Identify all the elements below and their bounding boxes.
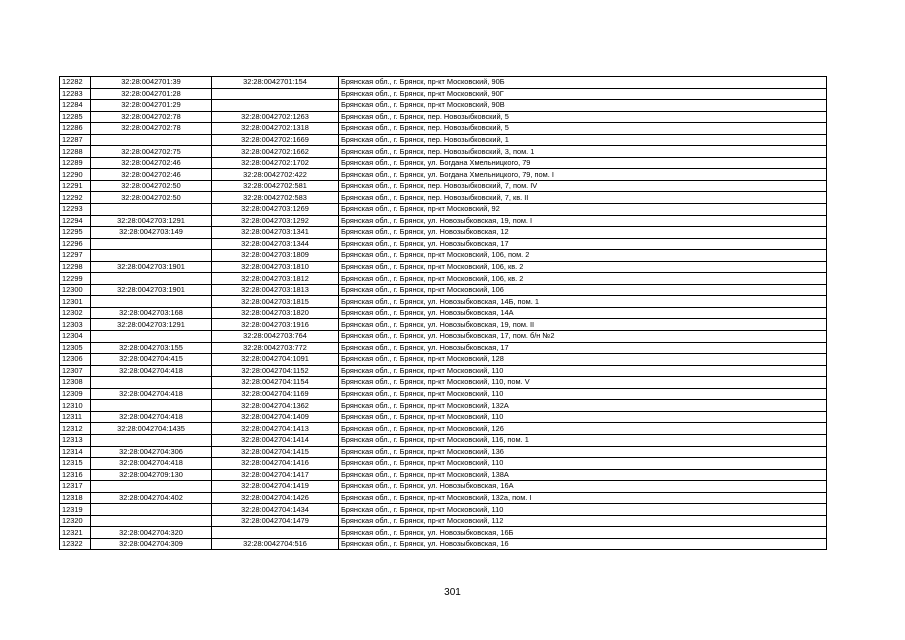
address-cell: Брянская обл., г. Брянск, пр-кт Московский, 92: [339, 204, 827, 216]
land-plot-number-cell: 32:28:0042702:50: [91, 180, 212, 192]
table-row: [60, 261, 827, 273]
land-plot-number-cell: 32:28:0042704:320: [91, 527, 212, 539]
address-cell: Брянская обл., г. Брянск, пр-кт Московский, 90В: [339, 100, 827, 112]
row-number-cell: 12299: [60, 273, 91, 285]
row-number-cell: 12298: [60, 261, 91, 273]
land-plot-number-cell: 32:28:0042704:418: [91, 388, 212, 400]
row-number-cell: 12286: [60, 123, 91, 135]
building-number-cell: 32:28:0042701:154: [212, 77, 339, 89]
table-row: [60, 423, 827, 435]
row-number-cell: 12311: [60, 411, 91, 423]
table-row: [60, 538, 827, 550]
building-number-cell: 32:28:0042704:1362: [212, 400, 339, 412]
building-number-cell: 32:28:0042704:1419: [212, 481, 339, 493]
building-number-cell: 32:28:0042702:1662: [212, 146, 339, 158]
table-row: [60, 157, 827, 169]
table-row: [60, 284, 827, 296]
row-number-cell: 12318: [60, 492, 91, 504]
row-number-cell: 12320: [60, 515, 91, 527]
row-number-cell: 12284: [60, 100, 91, 112]
table-row: [60, 273, 827, 285]
address-cell: Брянская обл., г. Брянск, пер. Новозыбковский, 5: [339, 123, 827, 135]
building-number-cell: 32:28:0042704:1169: [212, 388, 339, 400]
row-number-cell: 12285: [60, 111, 91, 123]
building-number-cell: 32:28:0042703:1813: [212, 284, 339, 296]
table-row: [60, 296, 827, 308]
land-plot-number-cell: 32:28:0042702:50: [91, 192, 212, 204]
table-row: [60, 100, 827, 112]
address-cell: Брянская обл., г. Брянск, пр-кт Московский, 106, кв. 2: [339, 261, 827, 273]
address-cell: Брянская обл., г. Брянск, пр-кт Московский, 112: [339, 515, 827, 527]
land-plot-number-cell: 32:28:0042703:149: [91, 227, 212, 239]
row-number-cell: 12322: [60, 538, 91, 550]
row-number-cell: 12319: [60, 504, 91, 516]
table-row: [60, 354, 827, 366]
building-number-cell: 32:28:0042704:1434: [212, 504, 339, 516]
land-plot-number-cell: 32:28:0042704:402: [91, 492, 212, 504]
address-cell: Брянская обл., г. Брянск, ул. Новозыбковская, 17: [339, 342, 827, 354]
land-plot-number-cell: [91, 331, 212, 343]
row-number-cell: 12290: [60, 169, 91, 181]
land-plot-number-cell: [91, 238, 212, 250]
building-number-cell: 32:28:0042702:583: [212, 192, 339, 204]
table-row: [60, 227, 827, 239]
row-number-cell: 12303: [60, 319, 91, 331]
address-cell: Брянская обл., г. Брянск, пр-кт Московский, 106, кв. 2: [339, 273, 827, 285]
building-number-cell: 32:28:0042703:772: [212, 342, 339, 354]
land-plot-number-cell: 32:28:0042703:1291: [91, 215, 212, 227]
address-cell: Брянская обл., г. Брянск, пр-кт Московский, 110: [339, 504, 827, 516]
building-number-cell: 32:28:0042704:1091: [212, 354, 339, 366]
table-row: [60, 123, 827, 135]
address-cell: Брянская обл., г. Брянск, ул. Новозыбковская, 19, пом. II: [339, 319, 827, 331]
table-row: [60, 215, 827, 227]
table-row: [60, 134, 827, 146]
building-number-cell: 32:28:0042703:1344: [212, 238, 339, 250]
table-row: [60, 492, 827, 504]
row-number-cell: 12306: [60, 354, 91, 366]
table-row: [60, 238, 827, 250]
table-row: [60, 307, 827, 319]
row-number-cell: 12307: [60, 365, 91, 377]
building-number-cell: 32:28:0042704:1479: [212, 515, 339, 527]
address-cell: Брянская обл., г. Брянск, ул. Новозыбковская, 16А: [339, 481, 827, 493]
address-cell: Брянская обл., г. Брянск, пер. Новозыбковский, 7, кв. II: [339, 192, 827, 204]
land-plot-number-cell: 32:28:0042704:418: [91, 411, 212, 423]
building-number-cell: 32:28:0042703:1341: [212, 227, 339, 239]
table-row: [60, 388, 827, 400]
land-plot-number-cell: 32:28:0042701:28: [91, 88, 212, 100]
land-plot-number-cell: [91, 273, 212, 285]
land-plot-number-cell: 32:28:0042703:1901: [91, 261, 212, 273]
building-number-cell: 32:28:0042703:1812: [212, 273, 339, 285]
land-plot-number-cell: [91, 377, 212, 389]
row-number-cell: 12294: [60, 215, 91, 227]
row-number-cell: 12293: [60, 204, 91, 216]
address-cell: Брянская обл., г. Брянск, ул. Богдана Хмельницкого, 79: [339, 157, 827, 169]
address-cell: Брянская обл., г. Брянск, ул. Новозыбковская, 12: [339, 227, 827, 239]
address-cell: Брянская обл., г. Брянск, пр-кт Московский, 138А: [339, 469, 827, 481]
address-cell: Брянская обл., г. Брянск, ул. Новозыбковская, 17: [339, 238, 827, 250]
address-cell: Брянская обл., г. Брянск, пер. Новозыбковский, 1: [339, 134, 827, 146]
building-number-cell: 32:28:0042703:764: [212, 331, 339, 343]
land-plot-number-cell: 32:28:0042703:1901: [91, 284, 212, 296]
building-number-cell: 32:28:0042702:581: [212, 180, 339, 192]
row-number-cell: 12297: [60, 250, 91, 262]
address-cell: Брянская обл., г. Брянск, пр-кт Московский, 110: [339, 388, 827, 400]
address-cell: Брянская обл., г. Брянск, пр-кт Московский, 132а, пом. I: [339, 492, 827, 504]
table-row: [60, 331, 827, 343]
table-row: [60, 446, 827, 458]
building-number-cell: 32:28:0042704:516: [212, 538, 339, 550]
row-number-cell: 12295: [60, 227, 91, 239]
land-plot-number-cell: [91, 250, 212, 262]
row-number-cell: 12308: [60, 377, 91, 389]
land-plot-number-cell: 32:28:0042702:46: [91, 157, 212, 169]
row-number-cell: 12283: [60, 88, 91, 100]
table-row: [60, 180, 827, 192]
building-number-cell: 32:28:0042704:1417: [212, 469, 339, 481]
building-number-cell: 32:28:0042704:1415: [212, 446, 339, 458]
row-number-cell: 12302: [60, 307, 91, 319]
table-row: [60, 515, 827, 527]
row-number-cell: 12314: [60, 446, 91, 458]
building-number-cell: 32:28:0042703:1810: [212, 261, 339, 273]
table-row: [60, 250, 827, 262]
row-number-cell: 12317: [60, 481, 91, 493]
cadastral-table: [59, 76, 827, 550]
row-number-cell: 12296: [60, 238, 91, 250]
row-number-cell: 12304: [60, 331, 91, 343]
address-cell: Брянская обл., г. Брянск, ул. Новозыбковская, 17, пом. б/н №2: [339, 331, 827, 343]
address-cell: Брянская обл., г. Брянск, ул. Новозыбковская, 14Б, пом. 1: [339, 296, 827, 308]
building-number-cell: 32:28:0042703:1269: [212, 204, 339, 216]
table-row: [60, 527, 827, 539]
row-number-cell: 12321: [60, 527, 91, 539]
building-number-cell: 32:28:0042704:1409: [212, 411, 339, 423]
row-number-cell: 12315: [60, 458, 91, 470]
table-row: [60, 88, 827, 100]
row-number-cell: 12300: [60, 284, 91, 296]
address-cell: Брянская обл., г. Брянск, пер. Новозыбковский, 5: [339, 111, 827, 123]
table-row: [60, 111, 827, 123]
row-number-cell: 12312: [60, 423, 91, 435]
building-number-cell: 32:28:0042704:1416: [212, 458, 339, 470]
address-cell: Брянская обл., г. Брянск, пр-кт Московский, 136: [339, 446, 827, 458]
building-number-cell: 32:28:0042703:1809: [212, 250, 339, 262]
address-cell: Брянская обл., г. Брянск, пр-кт Московский, 116, пом. 1: [339, 434, 827, 446]
address-cell: Брянская обл., г. Брянск, ул. Новозыбковская, 16: [339, 538, 827, 550]
table-row: [60, 192, 827, 204]
building-number-cell: 32:28:0042702:1263: [212, 111, 339, 123]
land-plot-number-cell: 32:28:0042702:78: [91, 111, 212, 123]
table-row: [60, 77, 827, 89]
table-row: [60, 434, 827, 446]
address-cell: Брянская обл., г. Брянск, пр-кт Московский, 128: [339, 354, 827, 366]
address-cell: Брянская обл., г. Брянск, пр-кт Московский, 90Г: [339, 88, 827, 100]
row-number-cell: 12292: [60, 192, 91, 204]
address-cell: Брянская обл., г. Брянск, пр-кт Московский, 90Б: [339, 77, 827, 89]
building-number-cell: 32:28:0042703:1815: [212, 296, 339, 308]
cadastral-table-body: [60, 77, 827, 550]
table-row: [60, 365, 827, 377]
building-number-cell: 32:28:0042702:1702: [212, 157, 339, 169]
table-row: [60, 204, 827, 216]
row-number-cell: 12291: [60, 180, 91, 192]
land-plot-number-cell: 32:28:0042704:415: [91, 354, 212, 366]
land-plot-number-cell: 32:28:0042702:78: [91, 123, 212, 135]
row-number-cell: 12301: [60, 296, 91, 308]
land-plot-number-cell: [91, 204, 212, 216]
address-cell: Брянская обл., г. Брянск, ул. Богдана Хмельницкого, 79, пом. I: [339, 169, 827, 181]
row-number-cell: 12289: [60, 157, 91, 169]
land-plot-number-cell: 32:28:0042704:418: [91, 458, 212, 470]
building-number-cell: [212, 100, 339, 112]
address-cell: Брянская обл., г. Брянск, пр-кт Московский, 110: [339, 458, 827, 470]
row-number-cell: 12313: [60, 434, 91, 446]
table-row: [60, 146, 827, 158]
land-plot-number-cell: 32:28:0042703:1291: [91, 319, 212, 331]
address-cell: Брянская обл., г. Брянск, пр-кт Московский, 110, пом. V: [339, 377, 827, 389]
table-row: [60, 400, 827, 412]
land-plot-number-cell: 32:28:0042704:309: [91, 538, 212, 550]
land-plot-number-cell: 32:28:0042702:46: [91, 169, 212, 181]
row-number-cell: 12288: [60, 146, 91, 158]
building-number-cell: 32:28:0042704:1154: [212, 377, 339, 389]
building-number-cell: 32:28:0042702:422: [212, 169, 339, 181]
table-row: [60, 377, 827, 389]
table-row: [60, 481, 827, 493]
table-row: [60, 411, 827, 423]
row-number-cell: 12309: [60, 388, 91, 400]
building-number-cell: [212, 88, 339, 100]
row-number-cell: 12316: [60, 469, 91, 481]
table-row: [60, 342, 827, 354]
address-cell: Брянская обл., г. Брянск, пр-кт Московский, 106, пом. 2: [339, 250, 827, 262]
land-plot-number-cell: 32:28:0042704:306: [91, 446, 212, 458]
land-plot-number-cell: 32:28:0042704:418: [91, 365, 212, 377]
land-plot-number-cell: [91, 400, 212, 412]
address-cell: Брянская обл., г. Брянск, пр-кт Московский, 106: [339, 284, 827, 296]
address-cell: Брянская обл., г. Брянск, ул. Новозыбковская, 14А: [339, 307, 827, 319]
address-cell: Брянская обл., г. Брянск, пр-кт Московский, 132А: [339, 400, 827, 412]
table-row: [60, 458, 827, 470]
address-cell: Брянская обл., г. Брянск, пр-кт Московский, 110: [339, 411, 827, 423]
building-number-cell: 32:28:0042702:1669: [212, 134, 339, 146]
land-plot-number-cell: 32:28:0042701:39: [91, 77, 212, 89]
address-cell: Брянская обл., г. Брянск, пр-кт Московский, 110: [339, 365, 827, 377]
address-cell: Брянская обл., г. Брянск, пр-кт Московский, 126: [339, 423, 827, 435]
land-plot-number-cell: 32:28:0042703:168: [91, 307, 212, 319]
address-cell: Брянская обл., г. Брянск, ул. Новозыбковская, 19, пом. I: [339, 215, 827, 227]
land-plot-number-cell: [91, 504, 212, 516]
land-plot-number-cell: 32:28:0042702:75: [91, 146, 212, 158]
table-row: [60, 169, 827, 181]
address-cell: Брянская обл., г. Брянск, ул. Новозыбковская, 16Б: [339, 527, 827, 539]
building-number-cell: 32:28:0042702:1318: [212, 123, 339, 135]
land-plot-number-cell: 32:28:0042701:29: [91, 100, 212, 112]
land-plot-number-cell: [91, 434, 212, 446]
land-plot-number-cell: [91, 296, 212, 308]
land-plot-number-cell: 32:28:0042709:130: [91, 469, 212, 481]
building-number-cell: [212, 527, 339, 539]
page-number: 301: [444, 587, 461, 598]
row-number-cell: 12282: [60, 77, 91, 89]
table-row: [60, 319, 827, 331]
row-number-cell: 12305: [60, 342, 91, 354]
land-plot-number-cell: [91, 515, 212, 527]
table-row: [60, 504, 827, 516]
table-row: [60, 469, 827, 481]
building-number-cell: 32:28:0042704:1426: [212, 492, 339, 504]
row-number-cell: 12310: [60, 400, 91, 412]
building-number-cell: 32:28:0042704:1152: [212, 365, 339, 377]
building-number-cell: 32:28:0042704:1413: [212, 423, 339, 435]
address-cell: Брянская обл., г. Брянск, пер. Новозыбковский, 7, пом. IV: [339, 180, 827, 192]
row-number-cell: 12287: [60, 134, 91, 146]
land-plot-number-cell: 32:28:0042704:1435: [91, 423, 212, 435]
building-number-cell: 32:28:0042703:1292: [212, 215, 339, 227]
land-plot-number-cell: [91, 481, 212, 493]
land-plot-number-cell: 32:28:0042703:155: [91, 342, 212, 354]
building-number-cell: 32:28:0042703:1820: [212, 307, 339, 319]
building-number-cell: 32:28:0042704:1414: [212, 434, 339, 446]
land-plot-number-cell: [91, 134, 212, 146]
building-number-cell: 32:28:0042703:1916: [212, 319, 339, 331]
address-cell: Брянская обл., г. Брянск, пер. Новозыбковский, 3, пом. 1: [339, 146, 827, 158]
